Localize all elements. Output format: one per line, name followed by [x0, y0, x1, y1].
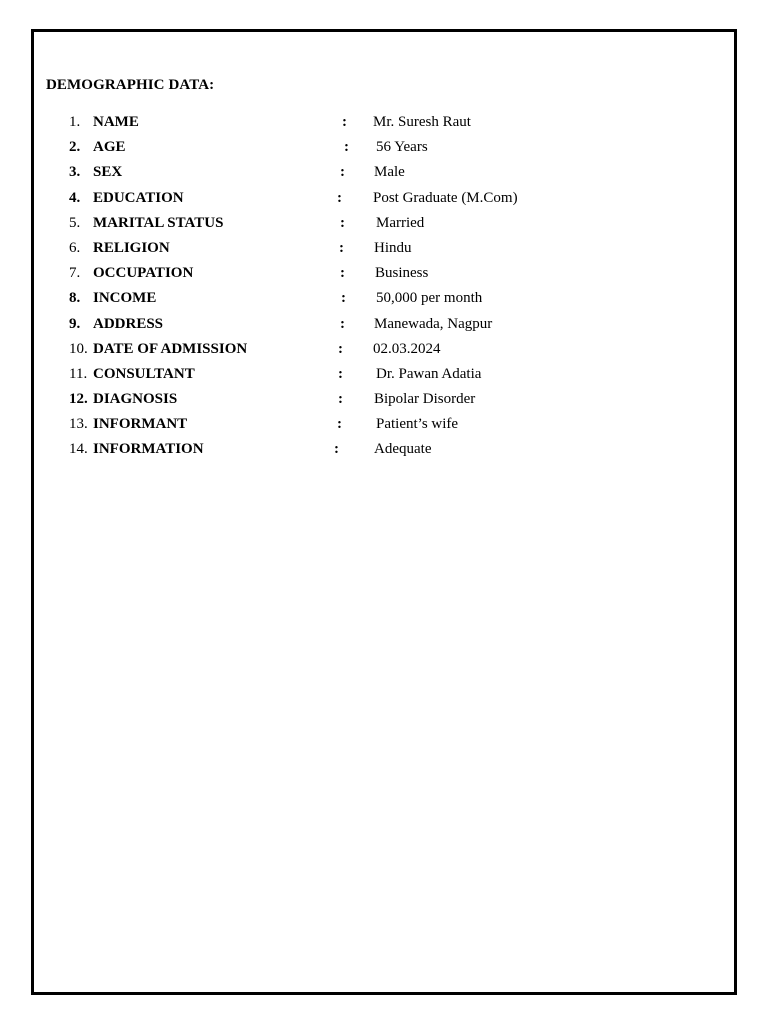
field-value: Hindu [374, 239, 412, 256]
separator: : [340, 214, 345, 231]
field-value: Bipolar Disorder [374, 391, 476, 408]
field-value: Mr. Suresh Raut [373, 114, 471, 130]
list-item [0, 161, 768, 186]
separator: : [342, 114, 347, 130]
field-value: Adequate [374, 441, 432, 458]
list-item [0, 413, 768, 438]
field-label: OCCUPATION [93, 265, 194, 282]
field-label: RELIGION [93, 239, 170, 256]
separator: : [338, 365, 343, 382]
list-item [0, 187, 768, 212]
field-value: 56 Years [376, 139, 428, 156]
separator: : [340, 315, 345, 332]
section-heading: DEMOGRAPHIC DATA: [46, 77, 215, 93]
field-label: SEX [93, 164, 123, 181]
list-item [0, 111, 768, 136]
demographic-list [0, 111, 768, 464]
field-label: ADDRESS [93, 315, 164, 332]
field-label: INFORMANT [93, 416, 188, 433]
item-number: 12. [69, 391, 88, 408]
field-label: DATE OF ADMISSION [93, 340, 248, 357]
item-number: 8. [69, 290, 81, 307]
list-item [0, 287, 768, 312]
list-item [0, 136, 768, 161]
list-item [0, 313, 768, 338]
item-number: 3. [69, 164, 81, 181]
separator: : [340, 265, 345, 282]
field-label: EDUCATION [93, 189, 184, 206]
field-value: Business [375, 265, 429, 282]
item-number: 14. [69, 441, 88, 458]
field-value: 02.03.2024 [373, 340, 441, 357]
list-item [0, 262, 768, 287]
field-value: Manewada, Nagpur [374, 315, 493, 332]
field-label: CONSULTANT [93, 365, 195, 382]
field-label: DIAGNOSIS [93, 391, 178, 408]
separator: : [337, 189, 342, 206]
item-number: 2. [69, 139, 81, 156]
list-item [0, 363, 768, 388]
separator: : [340, 164, 345, 181]
separator: : [339, 239, 344, 256]
item-number: 10. [69, 340, 88, 357]
item-number: 9. [69, 315, 81, 332]
item-number: 13. [69, 416, 88, 433]
item-number: 6. [69, 239, 81, 256]
separator: : [338, 391, 343, 408]
field-value: Patient’s wife [376, 416, 459, 433]
field-value: 50,000 per month [376, 290, 483, 307]
item-number: 5. [69, 214, 81, 231]
separator: : [344, 139, 349, 156]
field-label: AGE [93, 139, 126, 156]
item-number: 7. [69, 265, 81, 282]
list-item [0, 388, 768, 413]
list-item [0, 237, 768, 262]
list-item [0, 338, 768, 363]
separator: : [337, 416, 342, 433]
separator: : [341, 290, 346, 307]
field-label: INFORMATION [93, 441, 204, 458]
field-value: Post Graduate (M.Com) [373, 189, 518, 206]
item-number: 11. [69, 365, 88, 382]
item-number: 4. [69, 189, 81, 206]
item-number: 1. [69, 114, 81, 130]
list-item [0, 438, 768, 463]
field-value: Dr. Pawan Adatia [376, 365, 482, 382]
separator: : [334, 441, 339, 458]
field-value: Married [376, 214, 425, 231]
field-label: NAME [93, 114, 139, 130]
separator: : [338, 340, 343, 357]
field-label: MARITAL STATUS [93, 214, 224, 231]
field-value: Male [374, 164, 405, 181]
list-item [0, 212, 768, 237]
field-label: INCOME [93, 290, 157, 307]
